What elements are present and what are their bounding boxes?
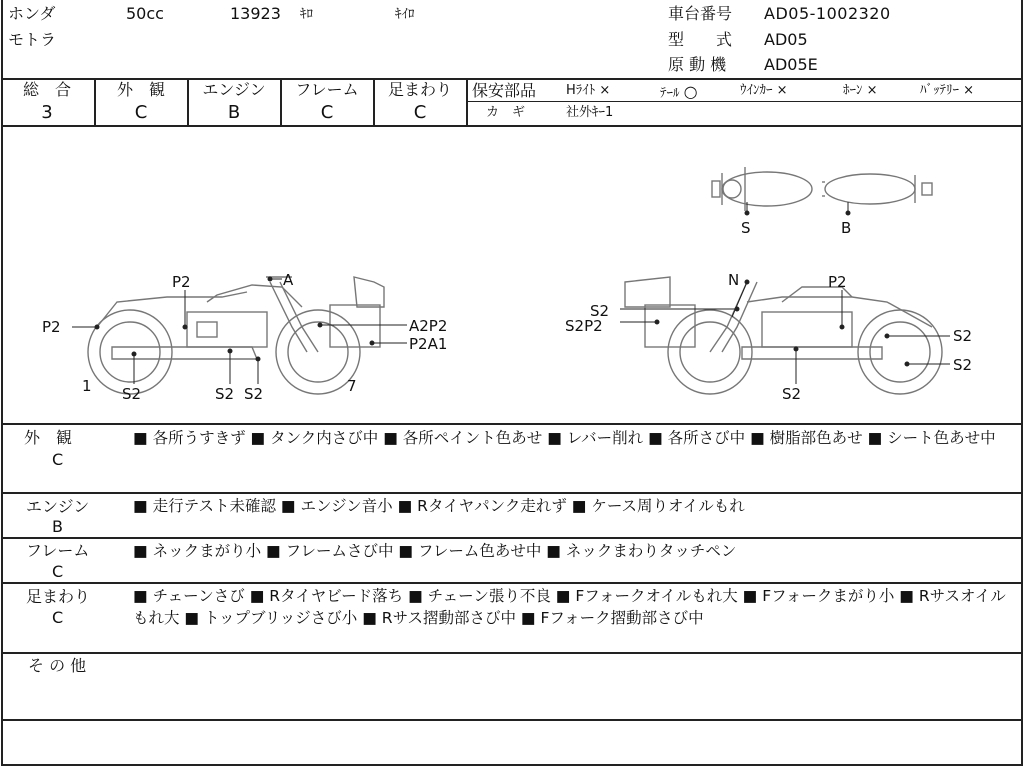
diagram-label: P2 <box>172 273 191 291</box>
safety-horn: ﾎｰﾝ × <box>843 83 878 98</box>
safety-tail: ﾃｰﾙ ○ <box>660 82 698 101</box>
engine-label: 原 動 機 <box>668 55 727 74</box>
grade-label-overall: 総 合 <box>22 80 71 99</box>
diagram-label: 7 <box>347 377 357 395</box>
engine-value: AD05E <box>764 55 818 74</box>
grade-value-suspension: C <box>413 102 427 123</box>
section-text-exterior: ■ 各所うすきず ■ タンク内さび中 ■ 各所ペイント色あせ ■ レバー削れ ■ 各所さび中 ■ 樹脂部色あせ ■ シート色あせ中 <box>133 429 996 447</box>
diagram-label: A <box>283 271 294 289</box>
mileage: 13923 <box>230 4 281 23</box>
section-title-exterior: 外 観 <box>24 428 73 447</box>
section-title-frame: フレーム <box>26 541 90 560</box>
grade-value-exterior: C <box>134 102 148 123</box>
diagram-label: S2 <box>782 385 802 403</box>
grade-value-overall: 3 <box>41 102 53 123</box>
left-side-bike <box>88 277 384 394</box>
divider <box>1 582 1023 584</box>
top-view-bike <box>712 167 932 211</box>
divider <box>466 78 468 126</box>
diagram-label: S2 <box>122 385 142 403</box>
mileage-unit: ｷﾛ <box>300 7 313 22</box>
displacement: 50cc <box>126 4 164 23</box>
section-title-suspension: 足まわり <box>26 587 91 606</box>
safety-headlight: Hﾗｲﾄ × <box>566 83 611 98</box>
section-title-engine: エンジン <box>26 497 90 516</box>
key-label: カ ギ <box>486 105 526 120</box>
diagram-label: N <box>728 271 740 289</box>
frame-no-label: 車台番号 <box>668 4 733 23</box>
grade-label-frame: フレーム <box>295 80 359 99</box>
diagram-label: B <box>841 219 852 237</box>
diagram-label: P2 <box>42 318 61 336</box>
diagram-label: S2 <box>953 327 973 345</box>
section-text-suspension: ■ チェーンさび ■ Rタイヤビード落ち ■ チェーン張り不良 ■ Fフォークオイルもれ大 ■ Fフォークまがり小 ■ Rサスオイルもれ大 ■ トップブリッジさび小 ■ Rサス摺動部さび中 ■ Fフォーク摺動部さび中 <box>133 587 1006 627</box>
divider <box>1 492 1023 494</box>
diagram-label: 1 <box>82 377 92 395</box>
type-value: AD05 <box>764 30 808 49</box>
section-grade-frame: C <box>52 562 64 581</box>
section-grade-exterior: C <box>52 450 64 469</box>
divider <box>1 719 1023 721</box>
diagram-label: S2 <box>215 385 235 403</box>
model-name: モトラ <box>8 30 57 49</box>
divider <box>1 537 1023 539</box>
frame-no: AD05-1002320 <box>764 4 891 23</box>
diagram-label: S2 <box>953 356 973 374</box>
diagram-label: S <box>741 219 751 237</box>
type-label: 型 式 <box>668 30 733 49</box>
maker: ホンダ <box>8 4 56 23</box>
diagram-label: S2P2 <box>565 317 603 335</box>
section-text-frame: ■ ネックまがり小 ■ フレームさび中 ■ フレーム色あせ中 ■ ネックまわりタッチペン <box>133 542 737 560</box>
safety-winker: ｳｲﾝｶｰ × <box>740 83 788 98</box>
grade-value-frame: C <box>320 102 334 123</box>
safety-battery: ﾊﾞｯﾃﾘｰ × <box>920 83 975 98</box>
divider <box>1 423 1023 425</box>
diagram-label: P2A1 <box>409 335 448 353</box>
grade-label-engine: エンジン <box>202 80 266 99</box>
motorcycle-diagram <box>2 127 1022 423</box>
key-value: 社外ｷｰ1 <box>566 105 614 120</box>
divider <box>1 652 1023 654</box>
grade-label-suspension: 足まわり <box>387 80 452 99</box>
unit-note: ｷｲﾛ <box>395 7 415 22</box>
safety-label: 保安部品 <box>472 81 537 100</box>
divider <box>466 101 1023 102</box>
section-title-other: そ の 他 <box>28 656 87 675</box>
section-text-engine: ■ 走行テスト未確認 ■ エンジン音小 ■ Rタイヤパンク走れず ■ ケース周りオイルもれ <box>133 497 745 515</box>
diagram-label: A2P2 <box>409 317 448 335</box>
diagram-label: S2 <box>244 385 264 403</box>
section-grade-engine: B <box>52 517 63 536</box>
grade-label-exterior: 外 観 <box>116 80 165 99</box>
section-grade-suspension: C <box>52 608 64 627</box>
diagram-label: S2 <box>590 302 610 320</box>
grade-value-engine: B <box>227 102 241 123</box>
diagram-label: P2 <box>828 273 847 291</box>
